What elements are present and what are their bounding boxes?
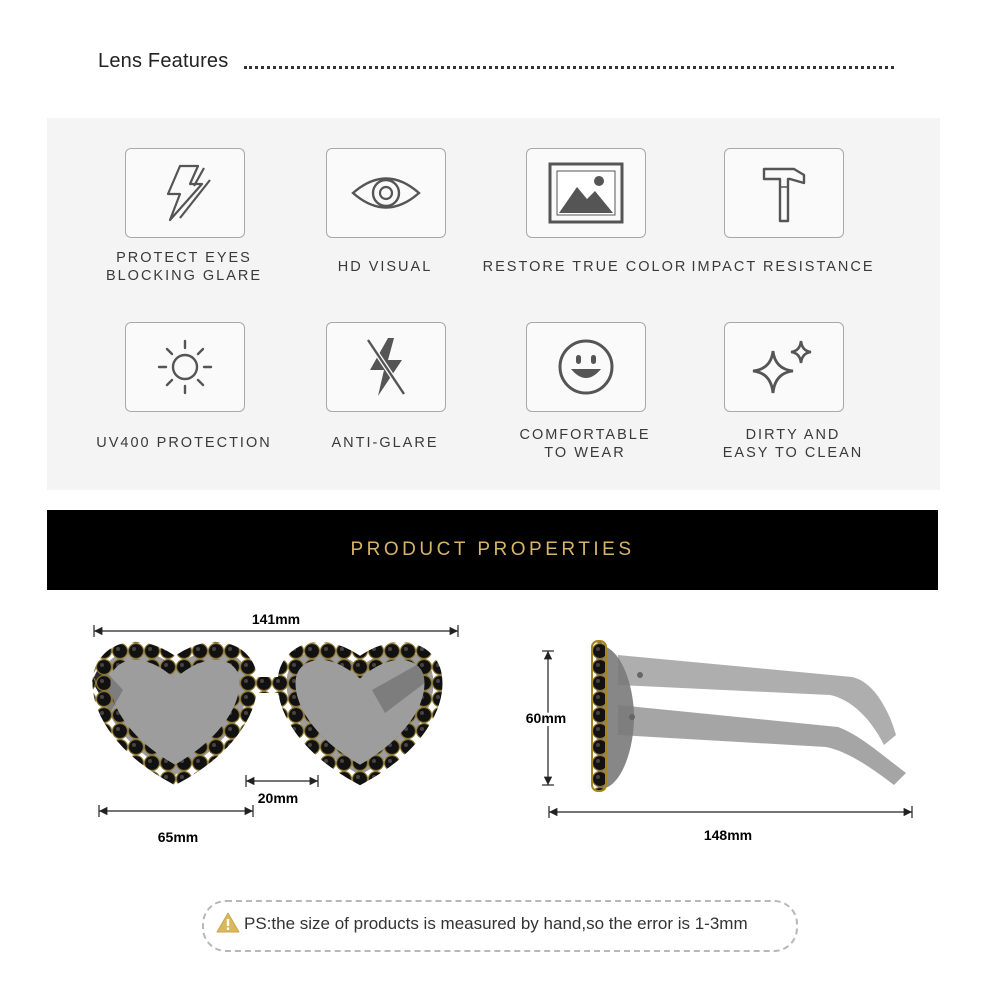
feature-label-hd-visual: HD VISUAL — [337, 259, 433, 275]
sun-icon — [155, 337, 215, 397]
feature-card-impact — [724, 148, 844, 238]
feature-card-true-color — [526, 148, 646, 238]
section-title: Lens Features — [98, 50, 229, 72]
feature-card-anti-glare — [326, 322, 446, 412]
feature-card-protect-eyes — [125, 148, 245, 238]
note-text: PS:the size of products is measured by hand,so the error is 1-3mm — [244, 914, 748, 933]
dim-lens-height: 60mm — [525, 710, 567, 726]
smiley-icon — [556, 337, 616, 397]
feature-label-impact: IMPACT RESISTANCE — [691, 259, 875, 275]
feature-label-uv400: UV400 PROTECTION — [96, 435, 272, 451]
dim-lens-width: 65mm — [157, 829, 199, 845]
banner-title: PRODUCT PROPERTIES — [350, 539, 635, 560]
lightning-icon — [150, 158, 220, 228]
feature-label-true-color: RESTORE TRUE COLOR — [482, 259, 688, 275]
sparkle-icon — [749, 337, 819, 397]
hammer-icon — [754, 161, 814, 225]
front-view-glasses — [92, 651, 433, 775]
dim-bridge: 20mm — [257, 790, 299, 806]
feature-label-comfortable: COMFORTABLE TO WEAR — [519, 427, 651, 461]
features-panel — [47, 118, 940, 490]
eye-icon — [349, 168, 423, 218]
feature-label-anti-glare: ANTI-GLARE — [331, 435, 439, 451]
feature-label-easy-clean: DIRTY AND EASY TO CLEAN — [722, 427, 864, 461]
feature-label-protect-eyes: PROTECT EYES BLOCKING GLARE — [105, 250, 263, 284]
dotted-divider — [244, 66, 894, 69]
feature-card-comfortable — [526, 322, 646, 412]
warning-icon — [216, 911, 240, 933]
mountain-picture-icon — [547, 161, 625, 225]
anti-glare-icon — [356, 332, 416, 402]
feature-card-hd-visual — [326, 148, 446, 238]
dim-total-width: 141mm — [251, 611, 301, 627]
feature-card-easy-clean — [724, 322, 844, 412]
feature-card-uv400 — [125, 322, 245, 412]
dim-temple-length: 148mm — [703, 827, 753, 843]
dimension-diagram — [0, 595, 1000, 885]
side-view-glasses — [592, 641, 906, 791]
